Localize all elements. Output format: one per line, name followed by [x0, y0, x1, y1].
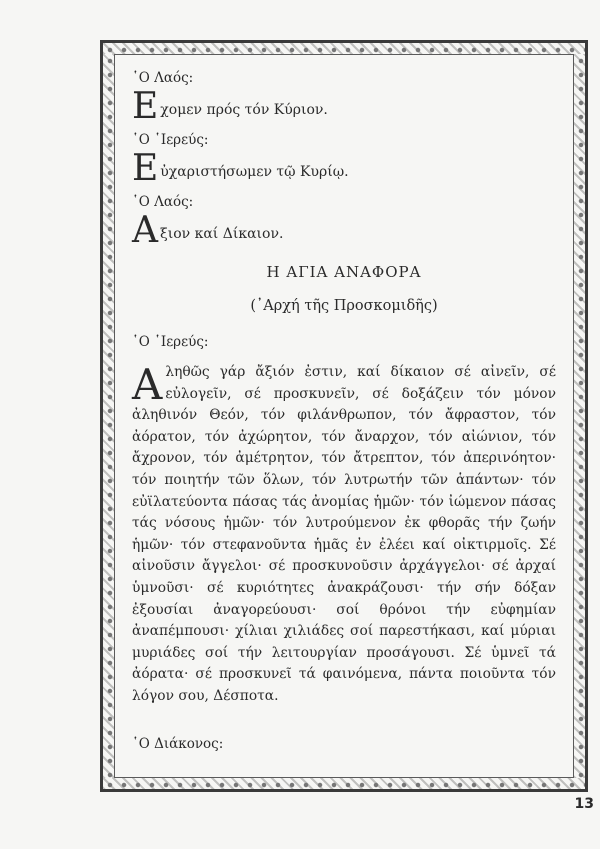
- vine-border-left: [103, 54, 114, 778]
- vine-border-top: [103, 43, 585, 54]
- paragraph-drop-cap: Α: [132, 360, 163, 409]
- drop-cap: Ε: [132, 148, 159, 189]
- response-text: ξιον καί Δίκαιον.: [160, 226, 284, 242]
- drop-cap: Α: [132, 210, 158, 251]
- role-label: ῾Ο Λαός:: [132, 70, 194, 86]
- priest-label: ῾Ο ῾Ιερεύς:: [132, 334, 209, 350]
- section-title: Η ΑΓΙΑ ΑΝΑΦΟΡΑ: [266, 263, 422, 281]
- response-line: [132, 86, 570, 127]
- section-subtitle: (᾿Αρχή τῆς Προσκομιδῆς): [250, 298, 438, 314]
- response-line: [132, 148, 570, 189]
- paragraph-text: ληθῶς γάρ ἄξιόν ἐστιν, καί δίκαιον σέ αἰνεῖν, σέ εὐλογεῖν, σέ προσκυνεῖν, σέ δοξάζειν τόν μόνον ἀληθινόν Θεόν, τόν φιλάνθρωπον, τόν ἄφραστον, τόν ἀόρατον, τόν ἀχώρητον, τόν ἄναρχον, τόν αἰώνιον, τόν ἄχρονον, τόν ἀμέτρητον, τόν ἄτρεπτον, τόν ἀπερινόητον· τόν ποιητήν τῶν ὅλων, τόν λυτρωτήν τῶν ἁπάντων· τόν εὐϊλατεύοντα πάσας τάς ἀνομίας ἡμῶν· τόν ἰώμενον πάσας τάς νόσους ἡμῶν· τόν λυτρούμενον ἐκ φθορᾶς τήν ζωήν ἡμῶν· τόν στεφανοῦντα ἡμᾶς ἐν ἐλέει καί οἰκτιρμοῖς. Σέ αἰνοῦσιν ἄγγελοι· σέ προσκυνοῦσιν ἀρχάγγελοι· σέ ἀρχαί ὑμνοῦσι· σέ κυριότητες ἀνακράζουσι· τήν σήν δόξαν ἐξουσίαι ἀναγορεύουσι· σοί θρόνοι τήν εὐφημίαν ἀναπέμπουσι· χίλιαι χιλιάδες σοί παρεστήκασι, καί μύριαι μυριάδες σοί τήν λειτουργίαν προσάγουσι. Σέ ὑμνεῖ τά ἀόρατα· σέ προσκυνεῖ τά φαινόμενα, πάντα ποιοῦντα τόν λόγον σου, Δέσποτα.: [132, 364, 556, 704]
- anaphora-paragraph: [132, 362, 556, 708]
- vine-border-right: [574, 54, 585, 778]
- response-text: χομεν πρός τόν Κύριον.: [160, 102, 328, 118]
- response-text: ὐχαριστήσωμεν τῷ Κυρίῳ.: [160, 164, 349, 180]
- role-label: ῾Ο Λαός:: [132, 194, 194, 210]
- deacon-label: ῾Ο Διάκονος:: [132, 735, 224, 752]
- drop-cap: Ε: [132, 86, 159, 127]
- text-content: [118, 60, 570, 758]
- response-line: [132, 210, 570, 251]
- role-label: ῾Ο ῾Ιερεύς:: [132, 132, 209, 148]
- page-number: 13: [574, 796, 594, 812]
- vine-border-bottom: [103, 778, 585, 789]
